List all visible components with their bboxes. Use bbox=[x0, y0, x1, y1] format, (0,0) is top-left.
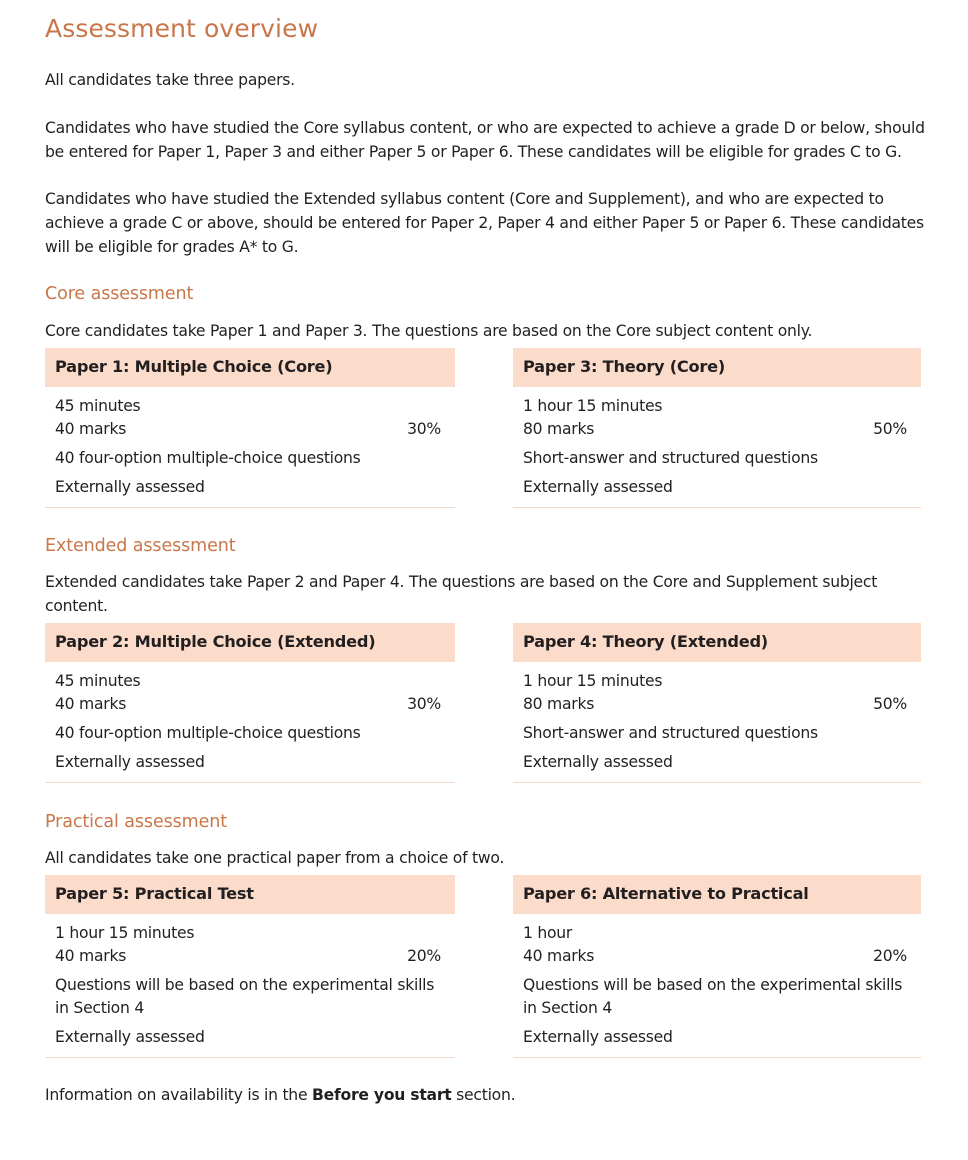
paper-1-marks-row bbox=[55, 418, 441, 441]
paper-2-title: Paper 2: Multiple Choice (Extended) bbox=[45, 623, 455, 662]
intro-paragraph-3: Candidates who have studied the Extended syllabus content (Core and Supplement), and who are expected to achieve a grade C or above, should be entered for Paper 2, Paper 4 and either Paper 5 or Paper 6. These candidates will be eligible for grades A* to G. bbox=[45, 190, 924, 256]
paper-2-question-format: 40 four-option multiple-choice questions bbox=[55, 724, 361, 742]
paper-2-duration: 45 minutes bbox=[55, 672, 141, 690]
paper-5-assessment-type: Externally assessed bbox=[55, 1028, 205, 1046]
intro-paragraph-2: Candidates who have studied the Core syllabus content, or who are expected to achieve a grade D or below, should be entered for Paper 1, Paper 3 and either Paper 5 or Paper 6. These candidates will be eligible for grades C to G. bbox=[45, 119, 925, 161]
paper-5-details bbox=[45, 914, 455, 1058]
paper-6-marks-row bbox=[523, 945, 907, 968]
paper-4-duration: 1 hour 15 minutes bbox=[523, 672, 663, 690]
paper-6-details bbox=[513, 914, 921, 1058]
paper-3-weighting: 50% bbox=[873, 420, 907, 438]
paper-5-duration: 1 hour 15 minutes bbox=[55, 924, 195, 942]
paper-4-marks: 80 marks bbox=[523, 695, 595, 713]
before-you-start-reference: Before you start bbox=[312, 1086, 452, 1104]
paper-6-assessment-type: Externally assessed bbox=[523, 1028, 673, 1046]
paper-4-card bbox=[513, 623, 921, 783]
paper-5-marks: 40 marks bbox=[55, 947, 127, 965]
paper-5-question-format-line-1: Questions will be based on the experimental skills bbox=[55, 976, 435, 994]
paper-6-question-format-line-2: in Section 4 bbox=[523, 999, 612, 1017]
paper-6-card bbox=[513, 875, 921, 1058]
paper-2-weighting: 30% bbox=[407, 695, 441, 713]
paper-5-card bbox=[45, 875, 455, 1058]
paper-3-duration: 1 hour 15 minutes bbox=[523, 397, 663, 415]
paper-3-title: Paper 3: Theory (Core) bbox=[513, 348, 921, 387]
paper-6-duration: 1 hour bbox=[523, 924, 573, 942]
paper-4-title: Paper 4: Theory (Extended) bbox=[513, 623, 921, 662]
paper-3-question-format: Short-answer and structured questions bbox=[523, 449, 818, 467]
paper-1-weighting: 30% bbox=[407, 420, 441, 438]
paper-3-marks: 80 marks bbox=[523, 420, 595, 438]
paper-6-marks: 40 marks bbox=[523, 947, 595, 965]
paper-5-title: Paper 5: Practical Test bbox=[45, 875, 455, 914]
paper-5-question-format-line-2: in Section 4 bbox=[55, 999, 144, 1017]
paper-4-assessment-type: Externally assessed bbox=[523, 753, 673, 771]
intro-paragraph-1: All candidates take three papers. bbox=[45, 71, 295, 89]
extended-assessment-description: Extended candidates take Paper 2 and Paper 4. The questions are based on the Core and Supplement subject content. bbox=[45, 573, 878, 615]
paper-1-details bbox=[45, 387, 455, 508]
paper-3-assessment-type: Externally assessed bbox=[523, 478, 673, 496]
paper-1-question-format: 40 four-option multiple-choice questions bbox=[55, 449, 361, 467]
paper-6-title: Paper 6: Alternative to Practical bbox=[513, 875, 921, 914]
practical-assessment-description: All candidates take one practical paper from a choice of two. bbox=[45, 849, 505, 867]
paper-6-question-format-line-1: Questions will be based on the experimental skills bbox=[523, 976, 903, 994]
paper-1-duration: 45 minutes bbox=[55, 397, 141, 415]
paper-4-marks-row bbox=[523, 693, 907, 716]
paper-2-details bbox=[45, 662, 455, 783]
paper-1-assessment-type: Externally assessed bbox=[55, 478, 205, 496]
paper-2-assessment-type: Externally assessed bbox=[55, 753, 205, 771]
paper-4-question-format: Short-answer and structured questions bbox=[523, 724, 818, 742]
availability-note bbox=[45, 1083, 925, 1107]
availability-note-suffix: section. bbox=[451, 1086, 516, 1104]
paper-4-weighting: 50% bbox=[873, 695, 907, 713]
paper-1-card bbox=[45, 348, 455, 508]
paper-2-card bbox=[45, 623, 455, 783]
extended-assessment-heading: Extended assessment bbox=[45, 536, 236, 556]
core-assessment-description: Core candidates take Paper 1 and Paper 3. The questions are based on the Core subject content only. bbox=[45, 322, 813, 340]
paper-5-marks-row bbox=[55, 945, 441, 968]
availability-note-text: Information on availability is in the bbox=[45, 1086, 312, 1104]
paper-6-weighting: 20% bbox=[873, 947, 907, 965]
paper-3-card bbox=[513, 348, 921, 508]
practical-assessment-heading: Practical assessment bbox=[45, 812, 228, 832]
core-assessment-heading: Core assessment bbox=[45, 284, 194, 304]
page-title: Assessment overview bbox=[45, 14, 319, 43]
paper-2-marks-row bbox=[55, 693, 441, 716]
paper-3-details bbox=[513, 387, 921, 508]
paper-5-weighting: 20% bbox=[407, 947, 441, 965]
paper-1-marks: 40 marks bbox=[55, 420, 127, 438]
paper-1-title: Paper 1: Multiple Choice (Core) bbox=[45, 348, 455, 387]
paper-2-marks: 40 marks bbox=[55, 695, 127, 713]
paper-3-marks-row bbox=[523, 418, 907, 441]
paper-4-details bbox=[513, 662, 921, 783]
